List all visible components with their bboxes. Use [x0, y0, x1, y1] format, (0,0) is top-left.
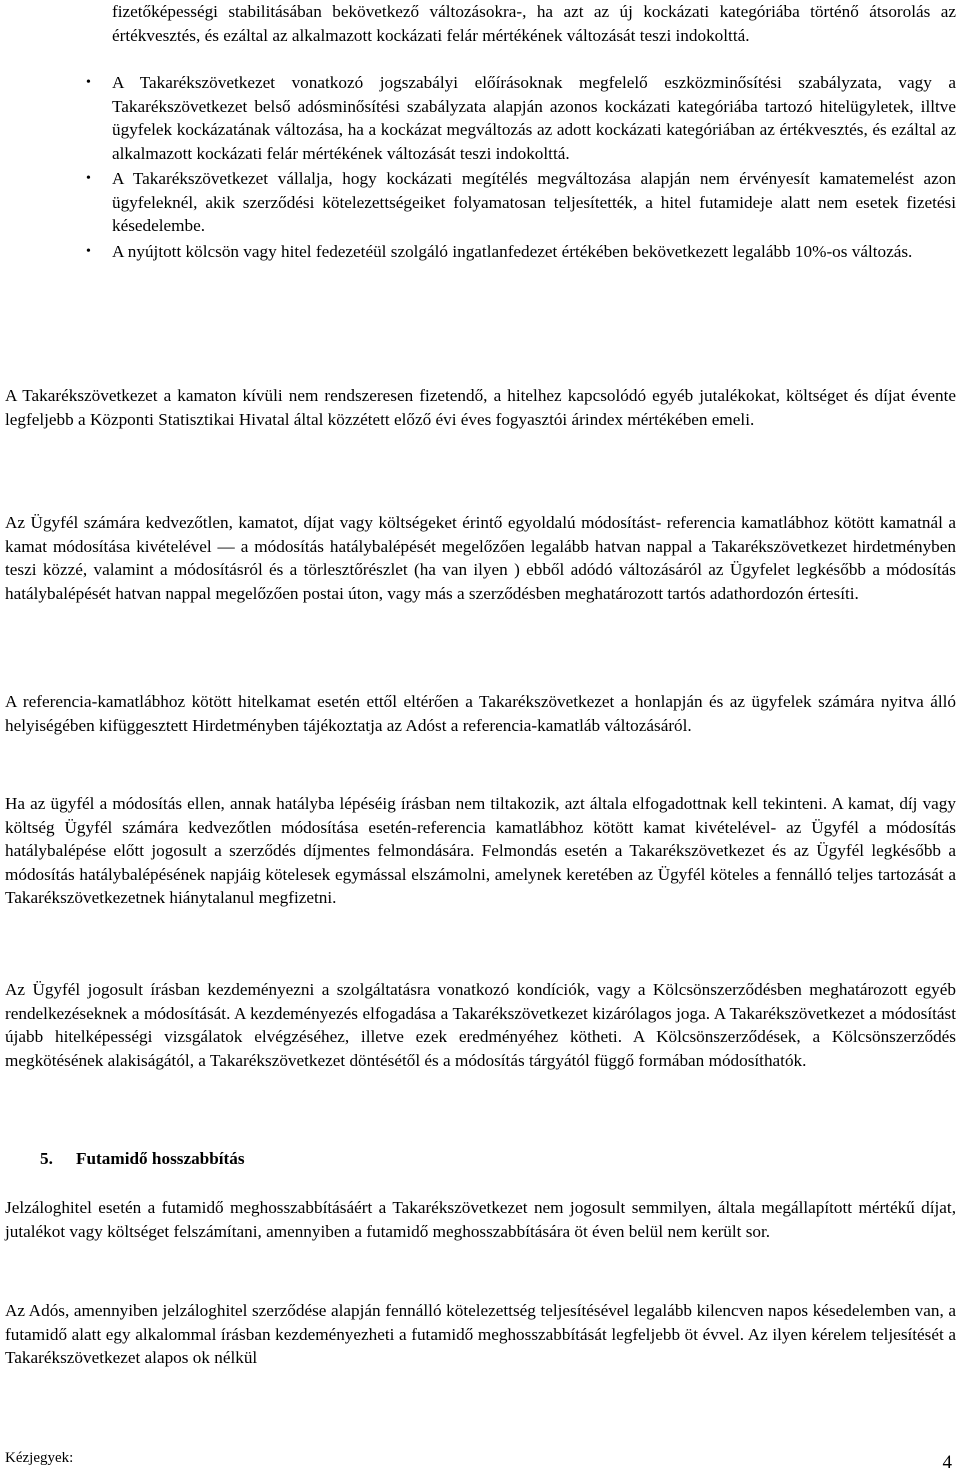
- section-heading: [40, 1147, 245, 1171]
- bullet-icon: •: [86, 171, 91, 186]
- bullet-icon: •: [86, 243, 91, 259]
- section-title: Futamidő hosszabbítás: [76, 1149, 245, 1168]
- bullet-text: A Takarékszövetkezet vonatkozó jogszabályi előírásoknak megfelelő eszközminősítési szabályzata, vagy a Takarékszövetkezet belső adósminősítési szabályzata alapján azonos kockázati kategóriába tartozó hitelügyletek, illtve ügyfelek kockázatának változása, ha a kockázat megváltozás az adott kockázati kategóriában az értékvesztés, és ezáltal az alkalmazott kockázati felár mértékének változását teszi indokolttá.: [112, 73, 956, 163]
- page-number: 4: [942, 1452, 952, 1473]
- bullet-item: [86, 240, 956, 264]
- objection-paragraph: Ha az ügyfél a módosítás ellen, annak hatályba lépéséig írásban nem tiltakozik, azt általa elfogadottnak kell tekinteni. A kamat, díj vagy költség Ügyfél számára kedvezőtlen módosítása esetén-referencia kamatlábhoz kötött kamat kivételével- az Ügyfél a módosítás hatálybalépése előtt jogosult a szerződés díjmentes felmondására. Felmondás esetén a Takarékszövetkezet és az Ügyfél legkésőbb a módosítás hatálybalépésének napjáig kötelesek egymással elszámolni, amelynek keretében az Ügyfél köteles a fennálló teljes tartozását a Takarékszövetkezetnek hiánytalanul megfizetni.: [5, 794, 956, 907]
- initials-label: Kézjegyek:: [5, 1450, 74, 1466]
- bullet-icon: •: [86, 75, 91, 90]
- continuation-text: fizetőképességi stabilitásában bekövetkező változásokra-, ha azt az új kockázati kategóriába történő átsorolás az értékvesztés, és ezáltal az alkalmazott kockázati felár mértékének változását teszi indokolttá.: [112, 2, 956, 45]
- bullet-text: A Takarékszövetkezet vállalja, hogy kockázati megítélés megváltozása alapján nem érvényesít kamatemelést azon ügyfeleknél, akik szerződési kötelezettségeiket folyamatosan teljesítették, a hitel futamideje alatt nem esetek fizetési késedelembe.: [112, 169, 956, 235]
- section-number: 5.: [40, 1149, 53, 1168]
- term-extension-request-paragraph: Az Adós, amennyiben jelzáloghitel szerződése alapján fennálló kötelezettség teljesítésével legalább kilencven napos késedelemben van, a futamidő alatt egy alkalommal írásban kezdeményezheti a futamidő meghosszabbítását legfeljebb öt évvel. Az ilyen kérelem teljesítését a Takarékszövetkezet alapos ok nélkül: [5, 1301, 956, 1367]
- bullet-text: A nyújtott kölcsön vagy hitel fedezetéül szolgáló ingatlanfedezet értékében bekövetkezett legalább 10%-os változás.: [112, 241, 913, 261]
- criteria-bullet-list: [86, 71, 956, 263]
- term-extension-fee-paragraph: Jelzáloghitel esetén a futamidő meghosszabbításáért a Takarékszövetkezet nem jogosult semmilyen, általa megállapított mértékű díjat, jutalékot vagy költséget felszámítani, amennyiben a futamidő meghosszabbítására öt éven belül nem került sor.: [5, 1198, 956, 1241]
- fee-increase-paragraph: A Takarékszövetkezet a kamaton kívüli nem rendszeresen fizetendő, a hitelhez kapcsolódó egyéb jutalékokat, költséget és díjat évente legfeljebb a Központi Statisztikai Hivatal által közzétett előző évi éves fogyasztói árindex mértékében emeli.: [5, 386, 956, 429]
- client-initiated-modification-paragraph: Az Ügyfél jogosult írásban kezdeményezni a szolgáltatásra vonatkozó kondíciók, vagy a Kölcsönszerződésben meghatározott egyéb rendelkezéseknek a módosítását. A kezdeményezés elfogadása a Takarékszövetkezet kizárólagos joga. A Takarékszövetkezet a módosítást újabb hitelképességi vizsgálatok elvégzéséhez, illetve ezek eredményéhez kötheti. A Kölcsönszerződések, a Kölcsönszerződés megkötésének alakiságától, a Takarékszövetkezet döntésétől és a módosítás tárgyától függő formában módosíthatók.: [5, 980, 956, 1070]
- bullet-item: [86, 167, 956, 238]
- reference-rate-paragraph: A referencia-kamatlábhoz kötött hitelkamat esetén ettől eltérően a Takarékszövetkezet a honlapján és az ügyfelek számára nyitva álló helyiségében kifüggesztett Hirdetményben tájékoztatja az Adóst a referencia-kamatláb változásáról.: [5, 692, 956, 735]
- bullet-item: [86, 71, 956, 165]
- unilateral-modification-paragraph: Az Ügyfél számára kedvezőtlen, kamatot, díjat vagy költségeket érintő egyoldalú módosítást- referencia kamatlábhoz kötött kamatnál a kamat módosítása kivételével — a módosítás hatálybalépését megelőzően legalább hatvan nappal a Takarékszövetkezet hirdetményben teszi közzé, valamint a módosításról és a törlesztőrészlet (ha van ilyen ) ebből adódó változásáról az Ügyfelet legkésőbb a módosítás hatálybalépését hatvan nappal megelőzően postai úton, vagy más a szerződésben meghatározott tartós adathordozón értesíti.: [5, 513, 956, 603]
